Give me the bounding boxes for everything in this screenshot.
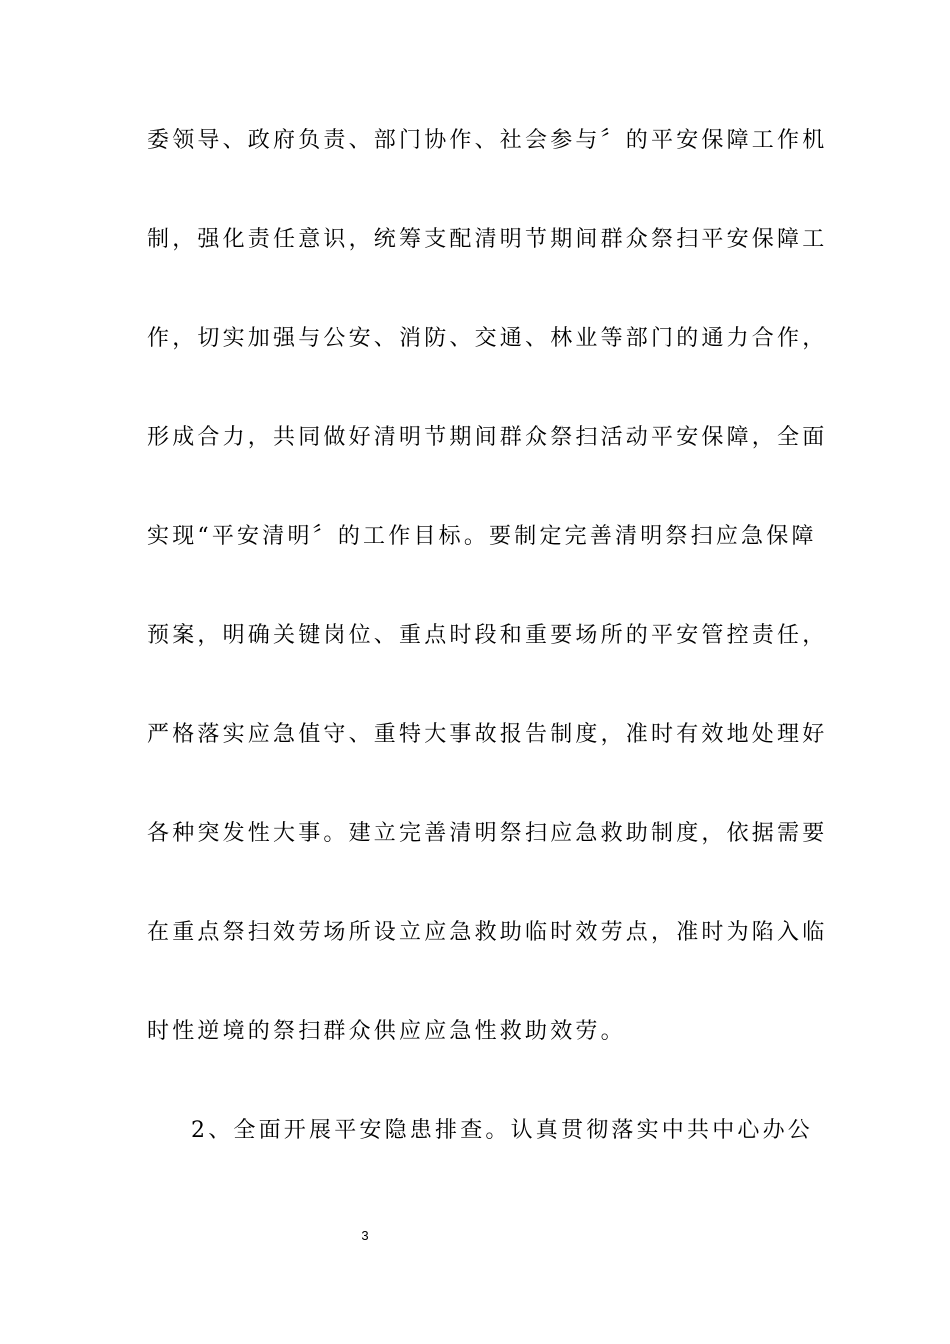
text-line: 严格落实应急值守、重特大事故报告制度，准时有效地处理好 [147, 722, 828, 747]
body-text [147, 128, 828, 1218]
text-line: 预案，明确关键岗位、重点时段和重要场所的平安管控责任， [147, 623, 828, 648]
paragraph-start-line: 2、全面开展平安隐患排查。认真贯彻落实中共中心办公 [191, 1118, 813, 1143]
text-line: 制，强化责任意识，统筹支配清明节期间群众祭扫平安保障工 [147, 227, 828, 252]
text-line: 作，切实加强与公安、消防、交通、林业等部门的通力合作， [147, 326, 828, 351]
text-line: 时性逆境的祭扫群众供应应急性救助效劳。 [147, 1019, 626, 1044]
text-line: 实现“平安清明〞的工作目标。要制定完善清明祭扫应急保障 [147, 524, 817, 549]
text-line: 委领导、政府负责、部门协作、社会参与〞的平安保障工作机 [147, 128, 828, 153]
text-line: 形成合力，共同做好清明节期间群众祭扫活动平安保障，全面 [147, 425, 828, 450]
text-line: 各种突发性大事。建立完善清明祭扫应急救助制度，依据需要 [147, 821, 828, 846]
page-number: 3 [361, 1228, 369, 1243]
text-line: 在重点祭扫效劳场所设立应急救助临时效劳点，准时为陷入临 [147, 920, 828, 945]
